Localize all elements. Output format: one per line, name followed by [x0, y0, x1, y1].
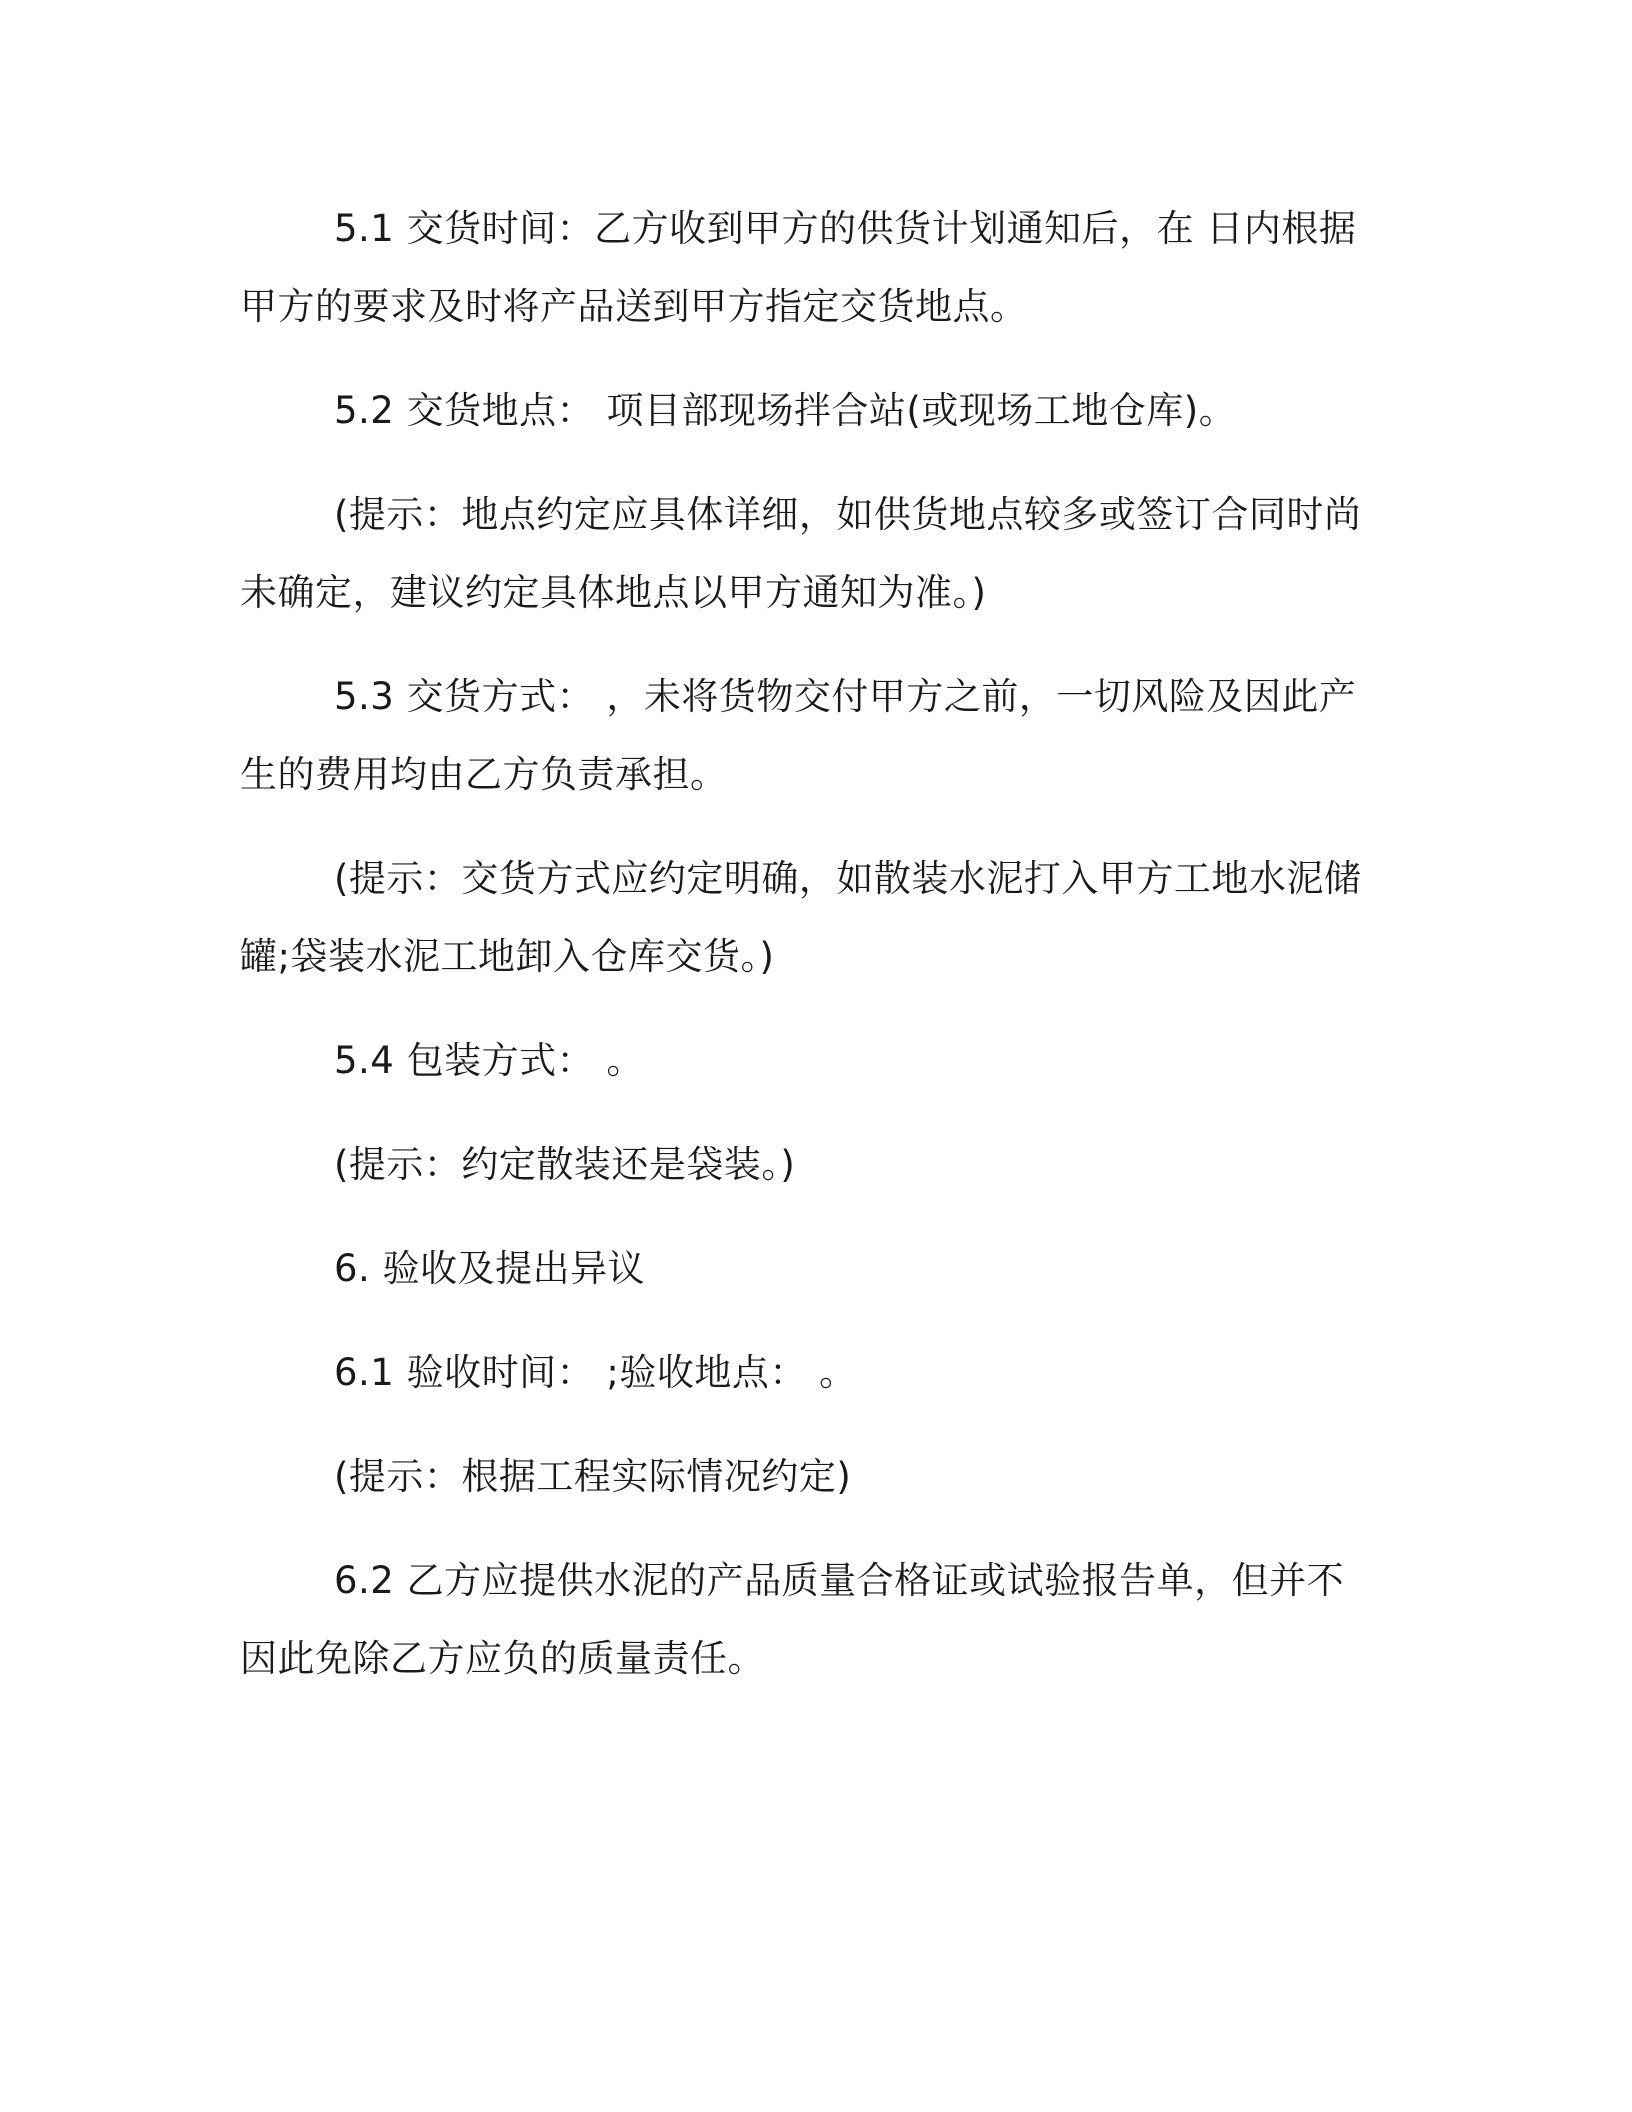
document-body: [240, 190, 1370, 1698]
section-6-heading: 6. 验收及提出异议: [334, 1247, 646, 1290]
note-delivery-method: (提示：交货方式应约定明确，如散装水泥打入甲方工地水泥储罐;袋装水泥工地卸入仓库交货。): [240, 857, 1362, 978]
note-packaging: (提示：约定散装还是袋装。): [334, 1143, 796, 1186]
note-inspection: (提示：根据工程实际情况约定): [334, 1455, 852, 1498]
clause-6-1: 6.1 验收时间： ;验收地点： 。: [334, 1351, 857, 1394]
clause-5-2: 5.2 交货地点： 项目部现场拌合站(或现场工地仓库)。: [334, 389, 1237, 432]
clause-6-2: 6.2 乙方应提供水泥的产品质量合格证或试验报告单，但并不因此免除乙方应负的质量责任。: [240, 1559, 1345, 1680]
clause-5-4: 5.4 包装方式： 。: [334, 1039, 644, 1082]
clause-5-1: 5.1 交货时间：乙方收到甲方的供货计划通知后，在 日内根据甲方的要求及时将产品送到甲方指定交货地点。: [240, 207, 1357, 328]
note-delivery-location: (提示：地点约定应具体详细，如供货地点较多或签订合同时尚未确定，建议约定具体地点以甲方通知为准。): [240, 493, 1362, 614]
clause-5-3: 5.3 交货方式： ，未将货物交付甲方之前，一切风险及因此产生的费用均由乙方负责承担。: [240, 675, 1357, 796]
